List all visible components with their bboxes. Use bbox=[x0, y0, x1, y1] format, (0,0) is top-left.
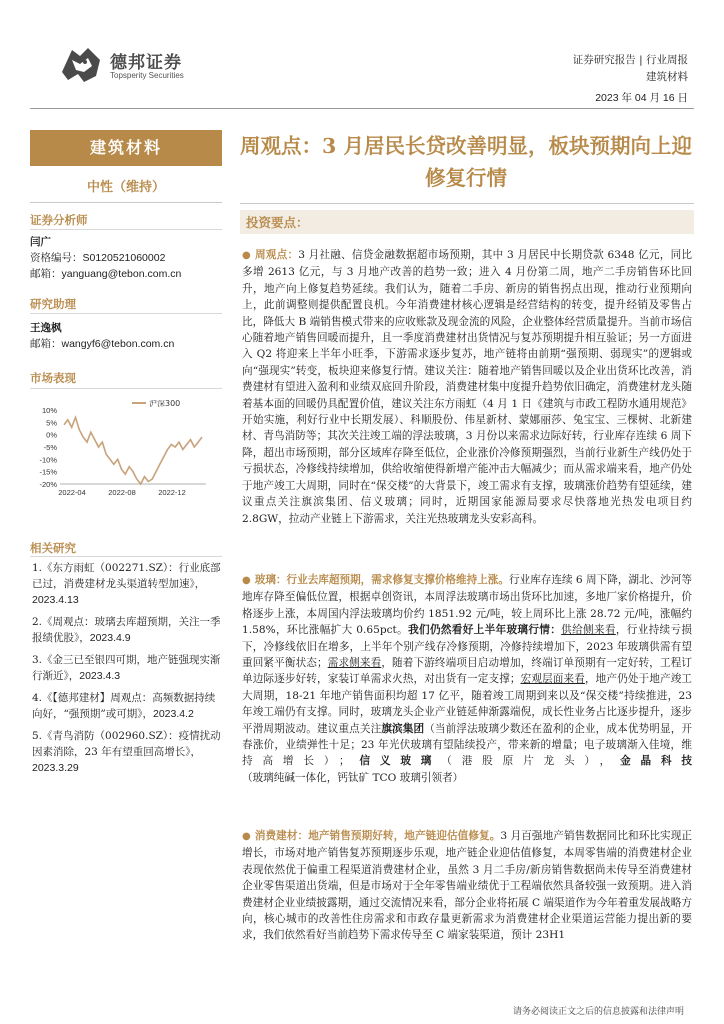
report-title: 周观点：3 月居民长贷改善明显，板块预期向上迎修复行情 bbox=[240, 134, 692, 190]
paragraph-body: ，行业持续亏损下，冷修线依旧在增多，上半年个别产线存冷修预期，冷修持续增加下，2023 年玻璃供需有望重回紧平衡状态； bbox=[242, 624, 693, 670]
assistant-info bbox=[30, 320, 230, 352]
rating-label: 中性（维持） bbox=[86, 180, 165, 195]
market-chart bbox=[30, 400, 230, 505]
bullet-icon: ● bbox=[242, 831, 251, 842]
company-logo bbox=[58, 42, 198, 88]
x-tick-label: 2022-04 bbox=[58, 488, 86, 497]
paragraph-body: 3 月社融、信贷金融数据超市场预期，其中 3 月居民中长期贷款 6348 亿元，同比多增 2613 亿元，与 3 月地产改善的趋势一致；进入 4 月份第二周，地产二手房销售环比回升，地产向上修复趋势延续。我们认为，随着二手房、新房的销售拐点出现，推动行业预期向上，此前调整则提供配置良机。今年消费建材核心逻辑是经营结构的转变，提升经销及零售占比，降低大 B 端销售模式带来的应收账款及现金流的风险，企业整体经营质量提升。当前市场信心随着地产销售回暖而提升，且一季度消费建材出货情况与复苏预期提升相互验证；另一方面进入 Q2 将迎来上半年小旺季，下游需求逐步复苏，地产链将由前期“强预期、弱现实”的逻辑或向“强现实”转变，板块迎来修复行情。建议关注：随着地产销售回暖以及企业出货环比改善，消费建材有望进入盈利和业绩双底回升阶段，消费建材集中度提升趋势依旧确定，消费建材龙头随着基本面的回暖仍具配置价值，建议关注东方雨虹（4 月 1 日《建筑与市政工程防水通用规范》开始实施，利好行业中长期发展）、科顺股份、伟星新材、蒙娜丽莎、兔宝宝、三棵树、北新建材、青鸟消防等；其次关注竣工端的浮法玻璃，3 月份以来需求边际好转，行业库存连续 6 周下降，超出市场预期，部分区域库存降至低位，企业涨价冷修预期强烈，当前行业新生产线仍处于亏损状态，冷修线持续增加，供给收缩使得新增产能冲击大幅减少；而从需求端来看，地产仍处于地产竣工大周期，同时在“保交楼”的大背景下，竣工需求有支撑，玻璃涨价趋势有望延续，建议重点关注旗滨集团、信义玻璃；同时，近期国家能源局要求尽快落地光热发电项目约 2.8GW，拉动产业链上下游需求，关注光热玻璃龙头安彩高科。 bbox=[242, 249, 692, 525]
related-list bbox=[32, 560, 224, 782]
paragraph-body: ，随着下游终端项目启动增加，终端订单预期有一定好转，工程订单边际逐步好转，家装订单需求火热，对出货有一定支撑； bbox=[242, 657, 693, 686]
related-item-date: 2023.3.29 bbox=[32, 762, 79, 774]
chart-x-axis bbox=[58, 488, 186, 497]
assistant-email[interactable]: wangyf6@tebon.com.cn bbox=[61, 338, 175, 350]
paragraph-body: （当前浮法玻璃少数还在盈利的企业，成本优势明显，开春涨价，业绩弹性十足；23 年光伏玻璃有望陆续投产，带来新的增量；电子玻璃渐入佳境，维持高增长）； bbox=[242, 722, 693, 768]
paragraph-heading: 玻璃：行业去库超预期，需求修复支撑价格维持上涨。 bbox=[254, 574, 509, 586]
related-item[interactable] bbox=[32, 728, 224, 776]
market-section-title: 市场表现 bbox=[30, 371, 76, 385]
report-date: 2023 年 04 月 16 日 bbox=[595, 92, 688, 104]
series-line-hs300 bbox=[64, 417, 202, 484]
related-divider bbox=[30, 556, 222, 557]
paragraph-bold: 我们仍然看好上半年玻璃行情： bbox=[408, 624, 562, 637]
paragraph-heading: 周观点： bbox=[254, 249, 299, 261]
footer-disclaimer: 请务必阅读正文之后的信息披露和法律声明 bbox=[512, 1007, 684, 1017]
related-item-title[interactable]: 5.《青鸟消防（002960.SZ）：疫情扰动因素消除，23 年有望重回高增长》， bbox=[32, 730, 221, 758]
logo-english-name: Topsperity Securities bbox=[110, 71, 184, 80]
related-item-date: 2023.4.9 bbox=[89, 632, 131, 644]
market-chart-svg bbox=[30, 400, 230, 505]
analyst-divider bbox=[30, 229, 222, 230]
analyst-cert-label: 资格编号： bbox=[30, 252, 83, 264]
analyst-email-row bbox=[30, 266, 230, 282]
bullet-icon: ● bbox=[242, 575, 251, 586]
paragraph-underline: 需求侧来看 bbox=[327, 657, 382, 670]
paragraph-body: 3 月百强地产销售数据同比和环比实现正增长，市场对地产销售复苏预期逐步乐观，地产链企业迎估值修复，本周零售端的消费建材企业表现依然优于偏重工程渠道消费建材企业，虽然 3 月二手房/新房销售数据尚未传导至消费建材企业零售渠道出货端，但是市场对于全年零售端业绩优于工程端依然具备较强一致预期。进入消费建材企业业绩披露期，通过交流情况来看，部分企业将拓展 C 端渠道作为今年着重发展战略方向，核心城市的改善性住房需求和市政存量更新需求为消费建材企业渠道运营能力提出新的要求，我们依然看好当前趋势下需求传导至 C 端家装渠道，预计 23H1 bbox=[242, 830, 693, 942]
related-section-title: 相关研究 bbox=[30, 541, 76, 555]
y-tick-label: -15% bbox=[39, 467, 57, 477]
analyst-info bbox=[30, 234, 230, 282]
logo-chinese-name: 德邦证券 bbox=[110, 53, 182, 73]
assistant-divider bbox=[30, 313, 222, 314]
related-item[interactable] bbox=[32, 560, 224, 608]
bullet-icon: ● bbox=[242, 250, 251, 261]
assistant-name: 王逸枫 bbox=[30, 322, 62, 334]
related-item-title[interactable]: 2.《周观点：玻璃去库超预期，关注一季报绩优股》， bbox=[32, 616, 221, 644]
paragraph-body: ，地产仍处于地产竣工大周期，18-21 年地产销售面积均超 17 亿平，随着竣工周期到来以及“保交楼”持续推进，23 年竣工端仍有支撑。同时，玻璃龙头企业产业链延伸渐露端倪，成长性业务占比逐步提升，逐步平滑周期波动。建议重点关注 bbox=[242, 673, 693, 735]
x-tick-label: 2022-08 bbox=[108, 488, 136, 497]
assistant-email-row bbox=[30, 336, 230, 352]
analyst-email[interactable]: yanguang@tebon.com.cn bbox=[61, 268, 182, 280]
report-industry: 建筑材料 bbox=[646, 71, 688, 83]
title-divider bbox=[240, 203, 694, 204]
paragraph-consumer-building-materials bbox=[242, 828, 692, 944]
sector-label: 建筑材料 bbox=[30, 130, 222, 166]
related-item-date: 2023.4.3 bbox=[79, 670, 121, 682]
report-meta bbox=[573, 52, 688, 86]
related-item[interactable] bbox=[32, 690, 224, 722]
report-type: 证券研究报告 | 行业周报 bbox=[572, 54, 688, 66]
investment-title: 投资要点： bbox=[246, 215, 309, 230]
paragraph-body: （港股原片龙头）， bbox=[441, 755, 621, 768]
paragraph-heading: 消费建材：地产销售预期好转，地产链迎估值修复。 bbox=[254, 830, 501, 842]
analyst-name: 闫广 bbox=[30, 236, 51, 248]
related-item-date: 2023.4.2 bbox=[153, 708, 194, 720]
paragraph-bold: 金晶科技 bbox=[620, 755, 693, 768]
y-tick-label: 0% bbox=[46, 430, 57, 440]
paragraph-weekly-view bbox=[242, 247, 692, 527]
related-item-title[interactable]: 1.《东方雨虹（002271.SZ）：行业底部已过，消费建材龙头渠道转型加速》， bbox=[32, 562, 221, 590]
analyst-cert: S0120521060002 bbox=[82, 252, 166, 264]
related-item-title[interactable]: 4.《【德邦建材】周观点：高频数据持续向好，“强预期”或可期》， bbox=[32, 692, 216, 720]
y-tick-label: 10% bbox=[41, 406, 57, 415]
paragraph-bold: 信义玻璃 bbox=[349, 755, 442, 768]
y-tick-label: -5% bbox=[43, 443, 57, 452]
header-divider bbox=[30, 108, 694, 109]
rating-divider bbox=[30, 202, 222, 203]
paragraph-underline: 供给侧来看 bbox=[561, 624, 616, 637]
y-tick-label: -10% bbox=[39, 455, 57, 465]
x-tick-label: 2022-12 bbox=[158, 488, 186, 497]
assistant-section-title: 研究助理 bbox=[30, 297, 76, 311]
paragraph-bold: 旗滨集团 bbox=[381, 722, 425, 735]
related-item[interactable] bbox=[32, 652, 224, 684]
legend-label: 沪深300 bbox=[149, 400, 181, 408]
market-divider bbox=[30, 388, 222, 389]
tiger-logo-icon bbox=[58, 42, 104, 88]
assistant-email-label: 邮箱： bbox=[30, 338, 62, 350]
analyst-email-label: 邮箱： bbox=[30, 268, 62, 280]
paragraph-underline: 宏观层面来看 bbox=[520, 673, 585, 686]
y-tick-label: -20% bbox=[39, 480, 57, 489]
analyst-cert-row bbox=[30, 250, 230, 266]
analyst-section-title: 证券分析师 bbox=[30, 213, 88, 227]
related-item-title[interactable]: 3.《金三已至银四可期，地产链强现实渐行渐近》， bbox=[32, 654, 221, 682]
paragraph-body: （玻璃纯碱一体化，钙钛矿 TCO 玻璃引领者） bbox=[242, 771, 464, 784]
paragraph-body: 行业库存连续 6 周下降，湖北、沙河等地库存降至偏低位置，根据卓创资讯，本周浮法玻璃市场出货环比加速，多地厂家价格提升，价格逐步上涨，本周国内浮法玻璃均价约 1851.92 元/吨，较上周环比上涨 28.72 元/吨，涨幅约 1.58%，环比涨幅扩大 0.65pct。 bbox=[242, 574, 692, 637]
related-item-date: 2023.4.13 bbox=[32, 594, 79, 606]
y-tick-label: 5% bbox=[46, 418, 57, 428]
related-item[interactable] bbox=[32, 614, 224, 646]
paragraph-glass bbox=[242, 572, 692, 786]
